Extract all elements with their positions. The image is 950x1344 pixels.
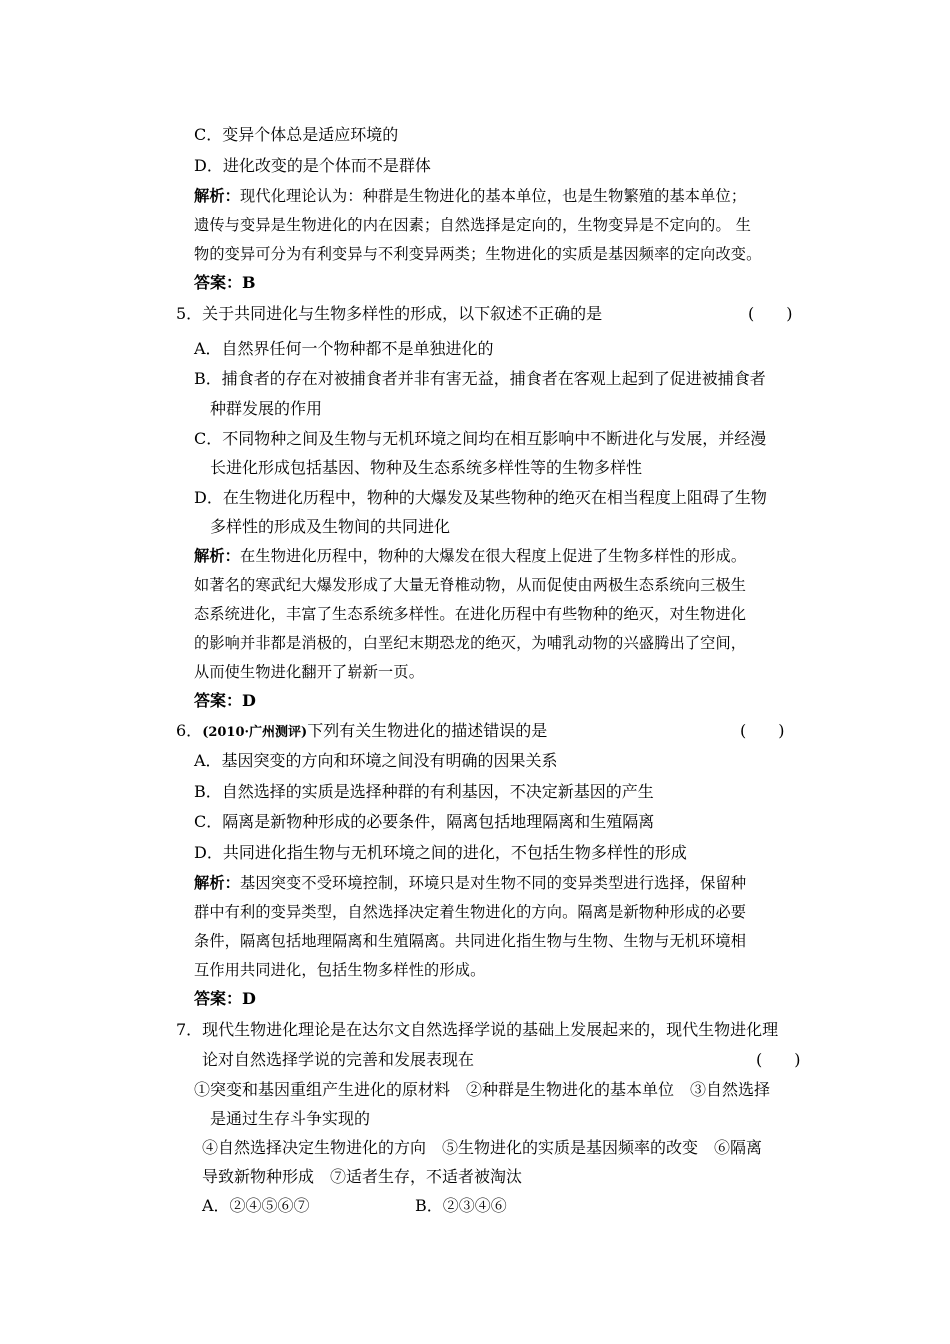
q7-answer-blank: ( )	[756, 1050, 801, 1069]
analysis-text: 现代化理论认为：种群是生物进化的基本单位，也是生物繁殖的基本单位；	[240, 187, 747, 205]
q7-items-line-2: 是通过生存斗争实现的	[210, 1109, 371, 1128]
q6-analysis-line-3: 条件，隔离包括地理隔离和生殖隔离。共同进化指生物与生物、生物与无机环境相	[194, 932, 747, 950]
q5-answer-blank: ( )	[748, 304, 793, 323]
q6-answer-blank: ( )	[740, 721, 785, 740]
q4-option-d: D．进化改变的是个体而不是群体	[194, 156, 431, 175]
q5-option-c-line-1: C．不同物种之间及生物与无机环境之间均在相互影响中不断进化与发展，并经漫	[194, 429, 767, 448]
q4-answer: 答案：B	[194, 273, 256, 292]
q5-answer: 答案：D	[194, 691, 256, 710]
q7-option-b: B．②③④⑥	[415, 1196, 507, 1215]
q7-items-line-4: 导致新物种形成 ⑦适者生存，不适者被淘汰	[202, 1167, 523, 1186]
q5-stem: 5．关于共同进化与生物多样性的形成，以下叙述不正确的是	[176, 304, 603, 323]
q5-analysis-line-4: 的影响并非都是消极的，白垩纪末期恐龙的绝灭，为哺乳动物的兴盛腾出了空间，	[194, 634, 747, 652]
q6-analysis-line-4: 互作用共同进化，包括生物多样性的形成。	[194, 961, 486, 979]
q6-number: 6．	[176, 721, 203, 740]
q7-stem-line-1: 7．现代生物进化理论是在达尔文自然选择学说的基础上发展起来的，现代生物进化理	[176, 1020, 779, 1039]
analysis-label: 解析：	[194, 547, 241, 565]
q5-option-b-line-2: 种群发展的作用	[210, 399, 323, 418]
q5-analysis-line-2: 如著名的寒武纪大爆发形成了大量无脊椎动物，从而促使由两极生态系统向三极生	[194, 576, 747, 594]
q7-items-line-3: ④自然选择决定生物进化的方向 ⑤生物进化的实质是基因频率的改变 ⑥隔离	[202, 1138, 763, 1157]
q6-option-a: A．基因突变的方向和环境之间没有明确的因果关系	[194, 751, 558, 770]
q7-stem-line-2: 论对自然选择学说的完善和发展表现在	[202, 1050, 475, 1069]
analysis-text: 在生物进化历程中，物种的大爆发在很大程度上促进了生物多样性的形成。	[240, 547, 747, 565]
analysis-text: 基因突变不受环境控制，环境只是对生物不同的变异类型进行选择，保留种	[240, 874, 747, 892]
q4-analysis-line-3: 物的变异可分为有利变异与不利变异两类；生物进化的实质是基因频率的定向改变。	[194, 245, 762, 263]
q5-option-c-line-2: 长进化形成包括基因、物种及生态系统多样性等的生物多样性	[210, 458, 643, 477]
q4-analysis-line-1	[194, 185, 746, 207]
analysis-label: 解析：	[194, 187, 241, 205]
q6-option-d: D．共同进化指生物与无机环境之间的进化，不包括生物多样性的形成	[194, 843, 687, 862]
q5-option-a: A．自然界任何一个物种都不是单独进化的	[194, 339, 494, 358]
q7-items-line-1: ①突变和基因重组产生进化的原材料 ②种群是生物进化的基本单位 ③自然选择	[194, 1080, 771, 1099]
q5-analysis-line-1	[194, 545, 746, 567]
analysis-label: 解析：	[194, 874, 241, 892]
q6-answer: 答案：D	[194, 989, 256, 1008]
q5-option-b-line-1: B．捕食者的存在对被捕食者并非有害无益，捕食者在客观上起到了促进被捕食者	[194, 369, 766, 388]
q4-option-c: C．变异个体总是适应环境的	[194, 125, 399, 144]
q6-option-c: C．隔离是新物种形成的必要条件，隔离包括地理隔离和生殖隔离	[194, 812, 655, 831]
q5-analysis-line-5: 从而使生物进化翻开了崭新一页。	[194, 663, 425, 681]
q5-analysis-line-3: 态系统进化，丰富了生态系统多样性。在进化历程中有些物种的绝灭，对生物进化	[194, 605, 747, 623]
q7-option-a: A．②④⑤⑥⑦	[202, 1196, 310, 1215]
q4-analysis-line-2: 遗传与变异是生物进化的内在因素；自然选择是定向的，生物变异是不定向的。 生	[194, 216, 752, 234]
q6-analysis-line-1	[194, 872, 746, 894]
q6-analysis-line-2: 群中有利的变异类型，自然选择决定着生物进化的方向。隔离是新物种形成的必要	[194, 903, 747, 921]
q5-option-d-line-2: 多样性的形成及生物间的共同进化	[210, 517, 451, 536]
q6-source: (2010·广州测评)	[202, 725, 308, 740]
q6-stem-text: 下列有关生物进化的描述错误的是	[307, 721, 548, 740]
q6-stem	[176, 720, 547, 742]
q5-option-d-line-1: D．在生物进化历程中，物种的大爆发及某些物种的绝灭在相当程度上阻碍了生物	[194, 488, 767, 507]
q6-option-b: B．自然选择的实质是选择种群的有利基因，不决定新基因的产生	[194, 782, 654, 801]
